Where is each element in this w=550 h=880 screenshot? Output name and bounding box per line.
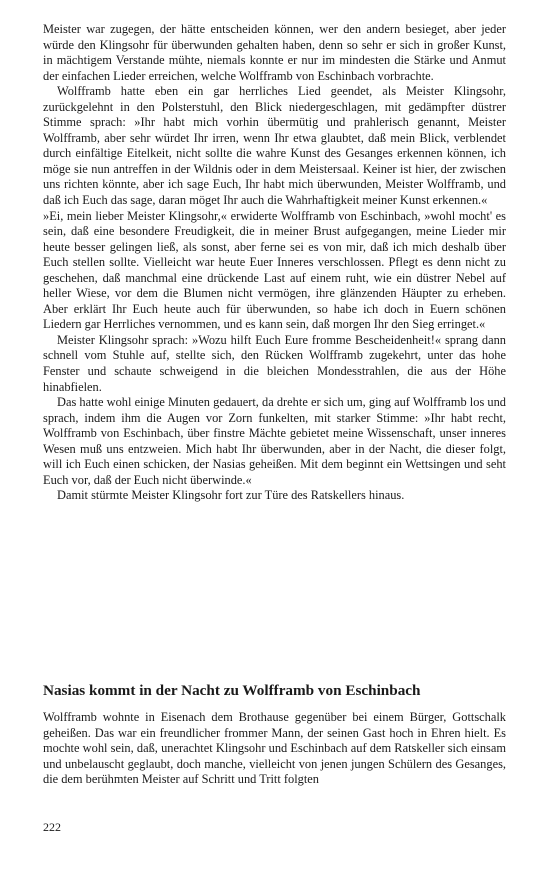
paragraph-3: »Ei, mein lieber Meister Klingsohr,« erwiderte Wolfframb von Eschinbach, »wohl mocht' es sein, daß eine besondere Freudigkeit, die in meiner Brust aufgegangen, meine Lieder mir heute besser gelingen ließ, als sonst, aber ferne sei es von mir, daß ich mich deshalb über Euch stellen sollte. Vielleicht war heute Euer Inneres verschlossen. Pflegt es denn nicht zu geschehen, daß manchmal eine drückende Last auf einem ruht, wie ein düstrer Nebel auf heller Wiese, vor dem die Blumen nicht vermögen, ihre glänzenden Häupter zu erheben. Aber erklärt Ihr Euch heute auch für überwunden, so habe ich doch in Euern schönen Liedern gar Herrliches vernommen, und es kann sein, daß morgen Ihr den Sieg erringet.«: [43, 208, 506, 332]
page-number: 222: [43, 820, 61, 834]
paragraph-4: Meister Klingsohr sprach: »Wozu hilft Euch Eure fromme Bescheidenheit!« sprang dann schnell vom Stuhle auf, stellte sich, den Rücken Wolfframb zugekehrt, unter das hohe Fenster und schaute schweigend in die bleichen Mondesstrahlen, die aus der Höhe hinabfielen.: [43, 332, 506, 394]
chapter-body-text: [43, 710, 506, 788]
paragraph-1: Meister war zugegen, der hätte entscheiden können, wer den andern besieget, aber jeder würde den Klingsohr für überwunden gehalten haben, denn so sehr er sich in großer Kunst, in mächtigem Verstande mühte, niemals konnte er nur im mindesten die Stärke und Anmut der einfachen Lieder erreichen, welche Wolfframb von Eschinbach vorbrachte.: [43, 22, 506, 83]
body-text: [43, 22, 506, 504]
paragraph-5: Das hatte wohl einige Minuten gedauert, da drehte er sich um, ging auf Wolfframb los und sprach, indem ihm die Augen vor Zorn funkelten, mit starker Stimme: »Ihr habt recht, Wolfframb von Eschinbach, über finstre Mächte gebietet meine Wissenschaft, unser inneres Wesen muß uns entzweien. Mich habt Ihr überwunden, aber in der Nacht, die dieser folgt, will ich Euch einen schicken, der Nasias geheißen. Mit dem beginnt ein Wettsingen und seht Euch vor, daß der Euch nicht überwinde.«: [43, 395, 506, 487]
paragraph-6: Damit stürmte Meister Klingsohr fort zur Türe des Ratskellers hinaus.: [57, 488, 405, 503]
paragraph-2: Wolfframb hatte eben ein gar herrliches Lied geendet, als Meister Klingsohr, zurückgelehnt in den Polsterstuhl, den Blick niedergeschlagen, mit gedämpfter düstrer Stimme sprach: »Ihr habt mich vorhin übermütig und prahlerisch genannt, Meister Wolfframb, aber sehr würdet Ihr irren, wenn Ihr etwa glaubtet, daß mein Blick, verblendet durch einfältige Eitelkeit, nicht sollte die wahre Kunst des Gesanges erkennen können, ich möge sie nun antreffen in der Wildnis oder in dem Meistersaal. Keiner ist hier, der zwischen uns richten könnte, aber ich sage Euch, Ihr habt mich überwunden, Meister Wolfframb, und daß ich Euch das sage, daran möget Ihr auch die Wahrhaftigkeit meiner Kunst erkennen.«: [43, 84, 506, 208]
chapter-heading: Nasias kommt in der Nacht zu Wolfframb von Eschinbach: [43, 682, 421, 699]
paragraph-7: Wolfframb wohnte in Eisenach dem Brothause gegenüber bei einem Bürger, Gottschalk geheißen. Das war ein freundlicher frommer Mann, der seinen Gast hoch in Ehren hielt. Es mochte wohl sein, daß, unerachtet Klingsohr und Eschinbach auf dem Ratskeller sich einsam und unbelauscht geglaubt, doch manche, vielleicht von jenen jungen Schülern des Gesanges, die dem berühmten Meister auf Schritt und Tritt folgten: [43, 710, 506, 787]
